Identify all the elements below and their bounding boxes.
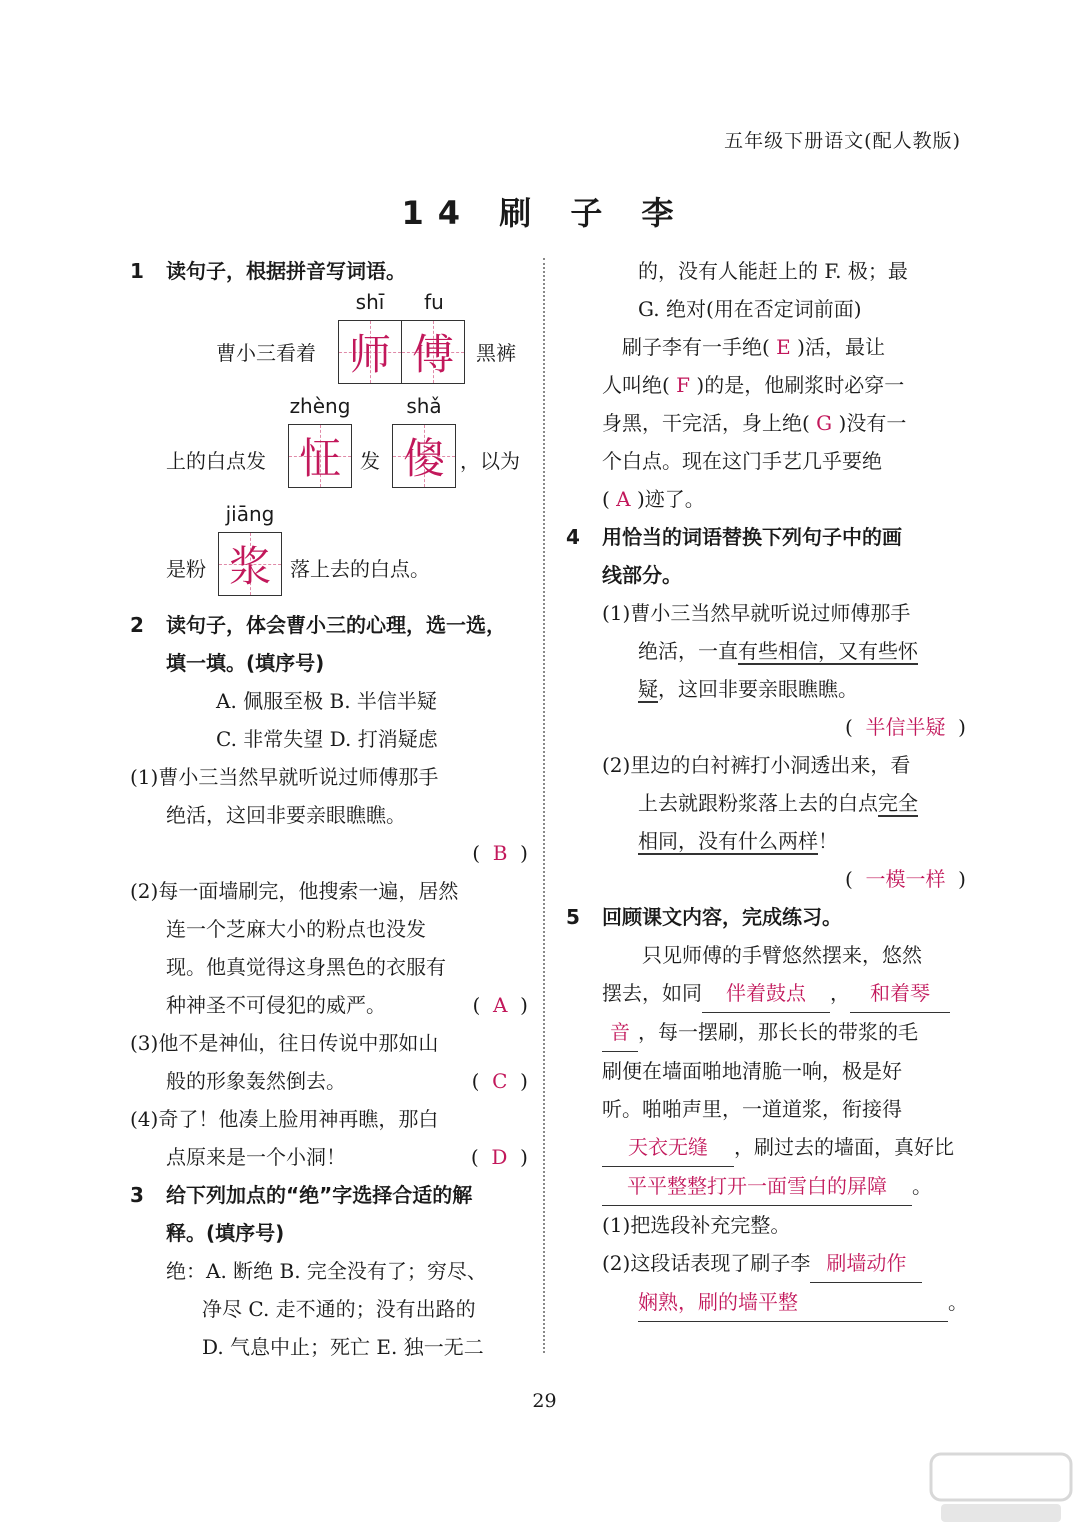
answer-4-1: ( 半信半疑 ) <box>844 715 966 739</box>
answer-4-2: ( 一模一样 ) <box>844 867 966 891</box>
page-number: 29 <box>532 1390 557 1412</box>
left-column: 1 读句子，根据拼音写词语。 曹小三看着 shī fu 师 傅 黑裤 上的白点发 zhèng 怔 发 shǎ 傻 ，以为 是粉 jiāng 浆 落上去的白点。 2 读句子，体会曹小三的心理，选一选， 填一填。(填序号) A. 佩服至极 B. 半信半疑 C. 非常失望 D. 打消疑虑 (1)曹小三当然早就听说过师傅那手 绝活，这回非要亲眼瞧瞧。 ( B ) (2)每一面墙刷完，他搜索一遍，居然 连一个芝麻大小的粉点也没发 现。他真觉得这身黑色的衣服有 种神圣不可侵犯的威严。 ( A ) (3)他不是神仙，往日传说中那如山 般的形象轰然倒去。 ( C ) (4)奇了！他凑上脸用神再瞧，那白 点原来是一个小洞！ ( D ) 3 给下列加点的“绝”字选择合适的解 释。(填序号) 绝：A. 断绝 B. 完全没有了；穷尽、 净尽 C. 走不通的；没有出路的 D. 气息中止；死亡 E. 独一无二 <box>130 252 528 1366</box>
char-box: 怔 <box>288 424 352 488</box>
book-header: 五年级下册语文(配人教版) <box>724 130 961 152</box>
question-2: 2 读句子，体会曹小三的心理，选一选， <box>130 613 506 637</box>
answer-2-1: ( B ) <box>472 841 528 865</box>
char-box: 傻 <box>392 424 456 488</box>
char-box: 傅 <box>401 320 465 384</box>
question-5: 5 回顾课文内容，完成练习。 <box>566 905 842 929</box>
question-4: 4 用恰当的词语替换下列句子中的画 <box>566 525 902 549</box>
question-3: 3 给下列加点的“绝”字选择合适的解 <box>130 1183 473 1207</box>
column-divider <box>543 258 545 1353</box>
char-box: 浆 <box>218 532 282 596</box>
q3-passage-1: 刷子李有一手绝( E )活，最让 <box>622 335 885 359</box>
pinyin-row-3: 是粉 jiāng 浆 落上去的白点。 <box>130 498 528 606</box>
lesson-title: 14 刷 子 李 <box>401 194 688 232</box>
right-column: 的，没有人能赶上的 F. 极；最 G. 绝对(用在否定词前面) 刷子李有一手绝( E )活，最让 人叫绝( F )的是，他刷浆时必穿一 身黑，干完活，身上绝( G )没有一 个白点。现在这门手艺几乎要绝 ( A )迹了。 4 用恰当的词语替换下列句子中的画 线部分。 (1)曹小三当然早就听说过师傅那手 绝活，一直有些相信，又有些怀 疑，这回非要亲眼瞧瞧。 ( 半信半疑 ) (2)里边的白衬裤打小洞透出来，看 上去就跟粉浆落上去的白点完全 相同，没有什么两样！ ( 一模一样 ) 5 回顾课文内容，完成练习。 只见师傅的手臂悠然摆来，悠然 摆去，如同 伴着鼓点 ， 和着琴 音 ，每一摆刷，那长长的带浆的毛 刷便在墙面啪地清脆一响，极是好 听。啪啪声里，一道道浆，衔接得 天衣无缝 ，刷过去的墙面，真好比 平平整整打开一面雪白的屏障 。 (1)把选段补充完整。 (2)这段话表现了刷子李 刷墙动作 娴熟，刷的墙平整 。 <box>566 252 966 1322</box>
question-1: 1 读句子，根据拼音写词语。 <box>130 259 406 283</box>
pinyin-row-1: 曹小三看着 shī fu 师 傅 黑裤 <box>130 290 528 390</box>
char-box: 师 <box>338 320 402 384</box>
watermark-logo <box>927 1448 1077 1528</box>
pinyin-row-2: 上的白点发 zhèng 怔 发 shǎ 傻 ，以为 <box>130 390 528 498</box>
